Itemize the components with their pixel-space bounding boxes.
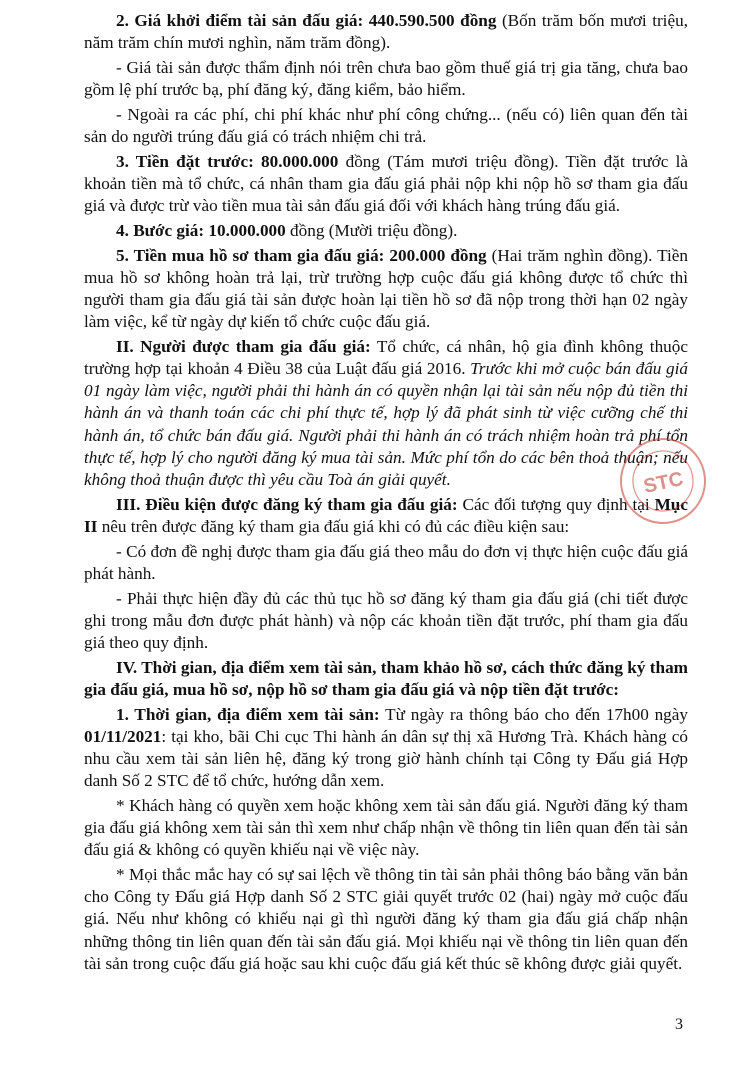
paragraph-viewing-rights: * Khách hàng có quyền xem hoặc không xem tài sản đấu giá. Người đăng ký tham gia đấu giá không xem tài sản thì xem như chấp nhận về thông tin liên quan đến tài sản đấu giá & không có quyền khiếu nại về việc này.	[84, 795, 688, 860]
dossier-fee-text: (Hai trăm nghìn đồng). Tiền mua hồ sơ không hoàn trả lại, trừ trường hợp cuộc đấu giá không được tổ chức thì người tham gia đấu giá tài sản được hoàn lại tiền hồ sơ đã nộp trong thời hạn 02 ngày làm việc, kể từ ngày dự kiến tổ chức cuộc đấu giá.	[84, 245, 688, 332]
paragraph-dossier-fee	[84, 245, 688, 334]
dossier-fee-heading: 5. Tiền mua hồ sơ tham gia đấu giá: 200.000 đồng	[116, 245, 487, 265]
document-body	[84, 10, 688, 978]
deposit-heading: 3. Tiền đặt trước: 80.000.000	[116, 151, 339, 171]
eligible-text: Tổ chức, cá nhân, hộ gia đình không thuộc trường hợp tại khoản 4 Điều 38 của Luật đấu giá 2016.	[84, 336, 688, 379]
paragraph-other-fees: - Ngoài ra các phí, chi phí khác như phí công chứng... (nếu có) liên quan đến tài sản do người trúng đấu giá có trách nhiệm chi trả.	[84, 104, 688, 147]
paragraph-condition-application: - Có đơn đề nghị được tham gia đấu giá theo mẫu do đơn vị thực hiện cuộc đấu giá phát hành.	[84, 541, 688, 583]
starting-price-heading: 2. Giá khởi điểm tài sản đấu giá: 440.590.500 đồng	[116, 11, 497, 30]
viewing-deadline-date: 01/11/2021	[84, 726, 162, 746]
paragraph-viewing-time	[84, 704, 688, 793]
paragraph-bid-step	[84, 220, 688, 242]
paragraph-starting-price	[84, 10, 688, 54]
stamp-text: STC	[641, 468, 686, 498]
paragraph-deposit	[84, 151, 688, 218]
conditions-section-ref: Mục II	[84, 494, 688, 536]
paragraph-registration-conditions	[84, 494, 688, 538]
paragraph-complaints: * Mọi thắc mắc hay có sự sai lệch về thông tin tài sản phải thông báo bằng văn bản cho Công ty Đấu giá Hợp danh Số 2 STC giải quyết trước 02 (hai) ngày mở cuộc đấu giá. Nếu như không có khiếu nại gì thì người đăng ký tham gia đấu giá chấp nhận những thông tin liên quan đến tài sản đấu giá. Mọi khiếu nại về thông tin liên quan đến tài sản trong cuộc đấu giá hoặc sau khi cuộc đấu giá kết thúc sẽ không được giải quyết.	[84, 865, 688, 973]
deposit-text: đồng (Tám mươi triệu đồng). Tiền đặt trước là khoản tiền mà tổ chức, cá nhân tham gia đấu giá phải nộp khi nộp hồ sơ tham gia đấu giá và được trừ vào tiền mua tài sản đấu giá đối với khách hàng trúng đấu giá.	[84, 151, 688, 216]
conditions-text-2: nêu trên được đăng ký tham gia đấu giá khi có đủ các điều kiện sau:	[97, 516, 570, 536]
viewing-text-2: : tại kho, bãi Chi cục Thi hành án dân sự thị xã Hương Trà. Khách hàng có nhu cầu xem tài sản liên hệ, đăng ký trong giờ hành chính tại Công ty Đấu giá Hợp danh Số 2 STC để tổ chức, hướng dẫn xem.	[84, 726, 688, 791]
conditions-text: Các đối tượng quy định tại	[457, 494, 655, 514]
section-iv-heading: IV. Thời gian, địa điểm xem tài sản, tham khảo hồ sơ, cách thức đăng ký tham gia đấu giá, mua hồ sơ, nộp hồ sơ tham gia đấu giá và nộp tiền đặt trước:	[84, 657, 688, 699]
paragraph-eligible-participants	[84, 336, 688, 491]
paragraph-price-note: - Giá tài sản được thẩm định nói trên chưa bao gồm thuế giá trị gia tăng, chưa bao gồm lệ phí trước bạ, phí đăng ký, đăng kiểm, bảo hiểm.	[84, 57, 688, 100]
starting-price-text: (Bốn trăm bốn mươi triệu, năm trăm chín mươi nghìn, năm trăm đồng).	[84, 11, 688, 53]
page-number: 3	[675, 1016, 683, 1033]
conditions-heading: III. Điều kiện được đăng ký tham gia đấu giá:	[116, 494, 458, 514]
bid-step-heading: 4. Bước giá: 10.000.000	[116, 220, 286, 240]
eligible-heading: II. Người được tham gia đấu giá:	[116, 336, 371, 356]
eligible-italic-note: Trước khi mở cuộc bán đấu giá 01 ngày làm việc, người phải thi hành án có quyền nhận lại tài sản nếu nộp đủ tiền thi hành án và thanh toán các chi phí thực tế, hợp lý đã phát sinh từ việc cưỡng chế thi hành án, tổ chức bán đấu giá. Người phải thi hành án có trách nhiệm hoàn trả phí tổn thực tế, hợp lý cho người đăng ký mua tài sản. Mức phí tổn do các bên thoả thuận; nếu không thoả thuận được thì yêu cầu Toà án giải quyết.	[84, 359, 688, 490]
paragraph-condition-procedures: - Phải thực hiện đầy đủ các thủ tục hồ sơ đăng ký tham gia đấu giá (chi tiết được ghi trong mẫu đơn được phát hành) và nộp các khoản tiền đặt trước, phí tham gia đấu giá theo quy định.	[84, 588, 688, 652]
bid-step-text: đồng (Mười triệu đồng).	[285, 220, 458, 240]
viewing-heading: 1. Thời gian, địa điểm xem tài sản:	[116, 704, 380, 724]
viewing-text: Từ ngày ra thông báo cho đến 17h00 ngày	[379, 704, 689, 724]
